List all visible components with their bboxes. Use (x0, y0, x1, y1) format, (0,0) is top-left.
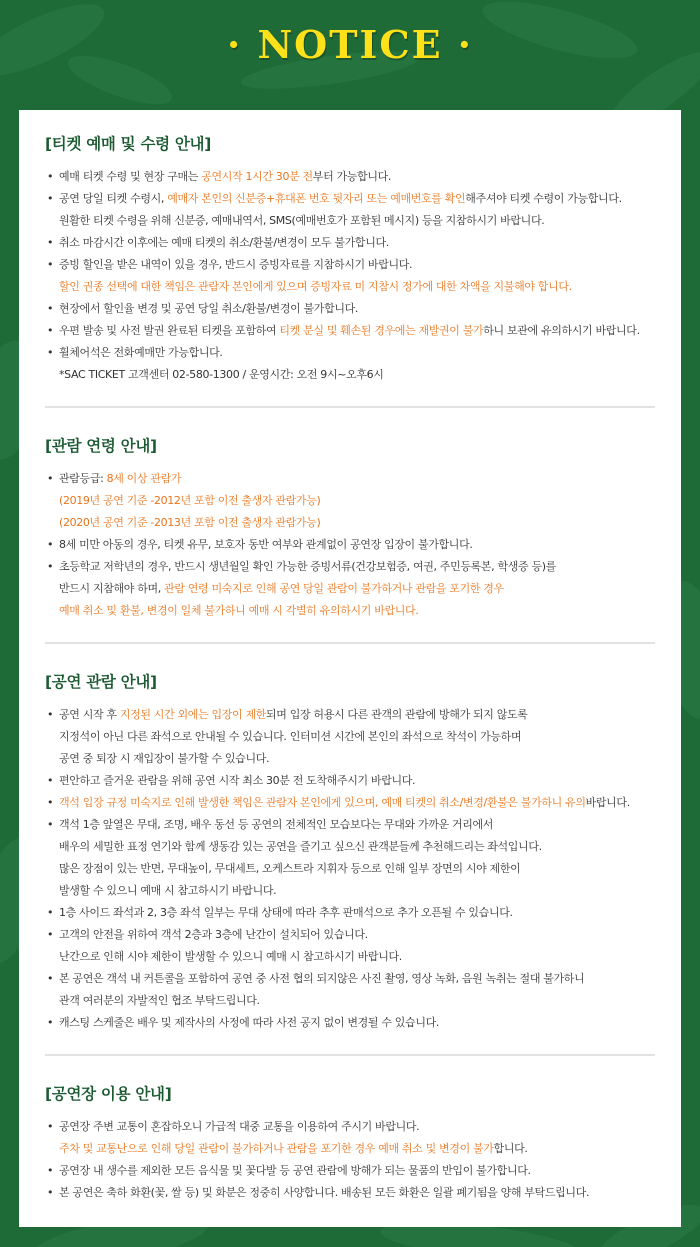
notice-text: 많은 장점이 있는 반면, 무대높이, 무대세트, 오케스트라 지휘자 등으로 인해 일부 장면의 시야 제한이 (59, 862, 521, 875)
notice-text: 공연장 내 생수를 제외한 모든 음식물 및 꽃다발 등 공연 관람에 방해가 되는 물품의 반입이 불가합니다. (59, 1164, 531, 1177)
notice-line (59, 770, 655, 792)
notice-list (45, 166, 655, 386)
notice-item (45, 924, 655, 968)
notice-item (45, 1182, 655, 1204)
notice-text: 합니다. (493, 1142, 528, 1155)
highlight-text: 티켓 분실 및 훼손된 경우에는 재발권이 불가 (279, 324, 484, 337)
notice-text: 편안하고 즐거운 관람을 위해 공연 시작 최소 30분 전 도착해주시기 바랍니다. (59, 774, 416, 787)
notice-line (59, 990, 655, 1012)
notice-item (45, 342, 655, 386)
notice-item (45, 1012, 655, 1034)
notice-text: 공연장 주변 교통이 혼잡하오니 가급적 대중 교통을 이용하여 주시기 바랍니다. (59, 1120, 420, 1133)
notice-text: 바랍니다. (585, 796, 630, 809)
notice-line (59, 1116, 655, 1138)
notice-item (45, 166, 655, 188)
notice-line (59, 704, 655, 726)
notice-line (59, 924, 655, 946)
notice-line (59, 1012, 655, 1034)
notice-line (59, 188, 655, 210)
notice-section (45, 406, 655, 622)
notice-text: 공연 중 퇴장 시 재입장이 불가할 수 있습니다. (59, 752, 270, 765)
notice-item (45, 704, 655, 770)
highlight-text: 할인 권종 선택에 대한 책임은 관람자 본인에게 있으며 증빙자료 미 지참시 정가에 대한 차액을 지불해야 합니다. (59, 280, 572, 293)
notice-text: 취소 마감시간 이후에는 예매 티켓의 취소/환불/변경이 모두 불가합니다. (59, 236, 389, 249)
notice-text: 하니 보관에 유의하시기 바랍니다. (483, 324, 640, 337)
notice-list (45, 704, 655, 1034)
notice-section (45, 642, 655, 1034)
section-title: [티켓 예매 및 수령 안내] (45, 135, 212, 153)
notice-line (59, 1138, 655, 1160)
notice-line (59, 880, 655, 902)
notice-line (59, 468, 655, 490)
notice-item (45, 792, 655, 814)
notice-text: 되며 입장 허용시 다른 관객의 관람에 방해가 되지 않도록 (266, 708, 528, 721)
notice-item (45, 770, 655, 792)
notice-line (59, 902, 655, 924)
notice-section (45, 132, 655, 386)
notice-text: 발생할 수 있으니 예매 시 참고하시기 바랍니다. (59, 884, 277, 897)
notice-text: 초등학교 저학년의 경우, 반드시 생년월일 확인 가능한 증빙서류(건강보험증, 여권, 주민등록본, 학생증 등)를 (59, 560, 556, 573)
notice-title: · NOTICE · (226, 22, 473, 67)
notice-item (45, 188, 655, 232)
notice-line (59, 1182, 655, 1204)
notice-line (59, 342, 655, 364)
notice-text: 캐스팅 스케줄은 배우 및 제작사의 사정에 따라 사전 공지 없이 변경될 수 있습니다. (59, 1016, 440, 1029)
highlight-text: (2019년 공연 기준 -2012년 포함 이전 출생자 관람가능) (59, 494, 321, 507)
notice-text: 지정석이 아닌 다른 좌석으로 안내될 수 있습니다. 인터미션 시간에 본인의 좌석으로 착석이 가능하며 (59, 730, 522, 743)
notice-line (59, 254, 655, 276)
notice-item (45, 902, 655, 924)
notice-line (59, 600, 655, 622)
notice-item (45, 534, 655, 556)
notice-text: 8세 미만 아동의 경우, 티켓 유무, 보호자 동반 여부와 관계없이 공연장 입장이 불가합니다. (59, 538, 473, 551)
notice-text: 관람등급: (59, 472, 107, 485)
notice-line (59, 858, 655, 880)
notice-text: 해주셔야 티켓 수령이 가능합니다. (465, 192, 622, 205)
notice-line (59, 792, 655, 814)
notice-line (59, 748, 655, 770)
notice-text: 증빙 할인을 받은 내역이 있을 경우, 반드시 증빙자료를 지참하시기 바랍니다. (59, 258, 413, 271)
notice-line (59, 814, 655, 836)
highlight-text: 예매 취소 및 환불, 변경이 일체 불가하니 예매 시 각별히 유의하시기 바랍니다. (59, 604, 419, 617)
notice-item (45, 1160, 655, 1182)
notice-item (45, 298, 655, 320)
notice-item (45, 556, 655, 622)
section-title: [공연장 이용 안내] (45, 1085, 172, 1103)
notice-line (59, 946, 655, 968)
notice-text: 예매 티켓 수령 및 현장 구매는 (59, 170, 202, 183)
notice-text: 난간으로 인해 시야 제한이 발생할 수 있으니 예매 시 참고하시기 바랍니다. (59, 950, 402, 963)
notice-text: 1층 사이드 좌석과 2, 3층 좌석 일부는 무대 상태에 따라 추후 판매석으로 추가 오픈될 수 있습니다. (59, 906, 513, 919)
notice-text: 고객의 안전을 위하여 객석 2층과 3층에 난간이 설치되어 있습니다. (59, 928, 368, 941)
notice-line (59, 556, 655, 578)
highlight-text: 공연시작 1시간 30분 전 (201, 170, 313, 183)
notice-item (45, 468, 655, 534)
notice-line (59, 534, 655, 556)
highlight-text: 8세 이상 관람가 (106, 472, 182, 485)
highlight-text: 관람 연령 미숙지로 인해 공연 당일 관람이 불가하거나 관람을 포기한 경우 (164, 582, 504, 595)
section-title: [공연 관람 안내] (45, 673, 157, 691)
notice-line (59, 210, 655, 232)
notice-list (45, 1116, 655, 1204)
notice-line (59, 320, 655, 342)
notice-item (45, 1116, 655, 1160)
notice-text: 객석 1층 앞열은 무대, 조명, 배우 동선 등 공연의 전체적인 모습보다는 무대와 가까운 거리에서 (59, 818, 494, 831)
notice-text: 공연 시작 후 (59, 708, 120, 721)
notice-text: 배우의 세밀한 표정 연기와 함께 생동감 있는 공연을 즐기고 싶으신 관객분들께 추천해드리는 좌석입니다. (59, 840, 542, 853)
notice-item (45, 968, 655, 1012)
notice-line (59, 364, 655, 386)
notice-line (59, 166, 655, 188)
notice-text: 현장에서 할인율 변경 및 공연 당일 취소/환불/변경이 불가합니다. (59, 302, 359, 315)
notice-panel (19, 110, 681, 1227)
highlight-text: 예매자 본인의 신분증+휴대폰 번호 뒷자리 또는 예매번호를 확인 (167, 192, 466, 205)
notice-line (59, 968, 655, 990)
notice-text: 공연 당일 티켓 수령시, (59, 192, 168, 205)
notice-text: 휠체어석은 전화예매만 가능합니다. (59, 346, 223, 359)
notice-text: 본 공연은 객석 내 커튼콜을 포함하여 공연 중 사전 협의 되지않은 사진 촬영, 영상 녹화, 음원 녹취는 절대 불가하니 (59, 972, 585, 985)
section-title: [관람 연령 안내] (45, 437, 157, 455)
notice-item (45, 320, 655, 342)
notice-text: *SAC TICKET 고객센터 02-580-1300 / 운영시간: 오전 9시~오후6시 (59, 368, 384, 381)
notice-line (59, 726, 655, 748)
notice-item (45, 254, 655, 298)
notice-line (59, 578, 655, 600)
notice-text: 원활한 티켓 수령을 위해 신분증, 예매내역서, SMS(예매번호가 포함된 메시지) 등을 지참하시기 바랍니다. (59, 214, 545, 227)
notice-list (45, 468, 655, 622)
notice-line (59, 836, 655, 858)
notice-text: 반드시 지참해야 하며, (59, 582, 165, 595)
highlight-text: 지정된 시간 외에는 입장이 제한 (119, 708, 267, 721)
notice-text: 본 공연은 축하 화환(꽃, 쌀 등) 및 화분은 정중히 사양합니다. 배송된 모든 화환은 일괄 폐기됨을 양해 부탁드립니다. (59, 1186, 590, 1199)
notice-line (59, 276, 655, 298)
notice-text: 부터 가능합니다. (312, 170, 392, 183)
highlight-text: (2020년 공연 기준 -2013년 포함 이전 출생자 관람가능) (59, 516, 321, 529)
notice-item (45, 814, 655, 902)
notice-line (59, 512, 655, 534)
notice-line (59, 490, 655, 512)
notice-text: 관객 여러분의 자발적인 협조 부탁드립니다. (59, 994, 260, 1007)
highlight-text: 객석 입장 규정 미숙지로 인해 발생한 책임은 관람자 본인에게 있으며, 예매 티켓의 취소/변경/환불은 불가하니 유의 (59, 796, 586, 809)
notice-item (45, 232, 655, 254)
notice-line (59, 298, 655, 320)
notice-section (45, 1054, 655, 1204)
highlight-text: 주차 및 교통난으로 인해 당일 관람이 불가하거나 관람을 포기한 경우 예매 취소 및 변경이 불가 (59, 1142, 494, 1155)
notice-line (59, 232, 655, 254)
notice-line (59, 1160, 655, 1182)
notice-text: 우편 발송 및 사전 발권 완료된 티켓을 포함하여 (59, 324, 280, 337)
